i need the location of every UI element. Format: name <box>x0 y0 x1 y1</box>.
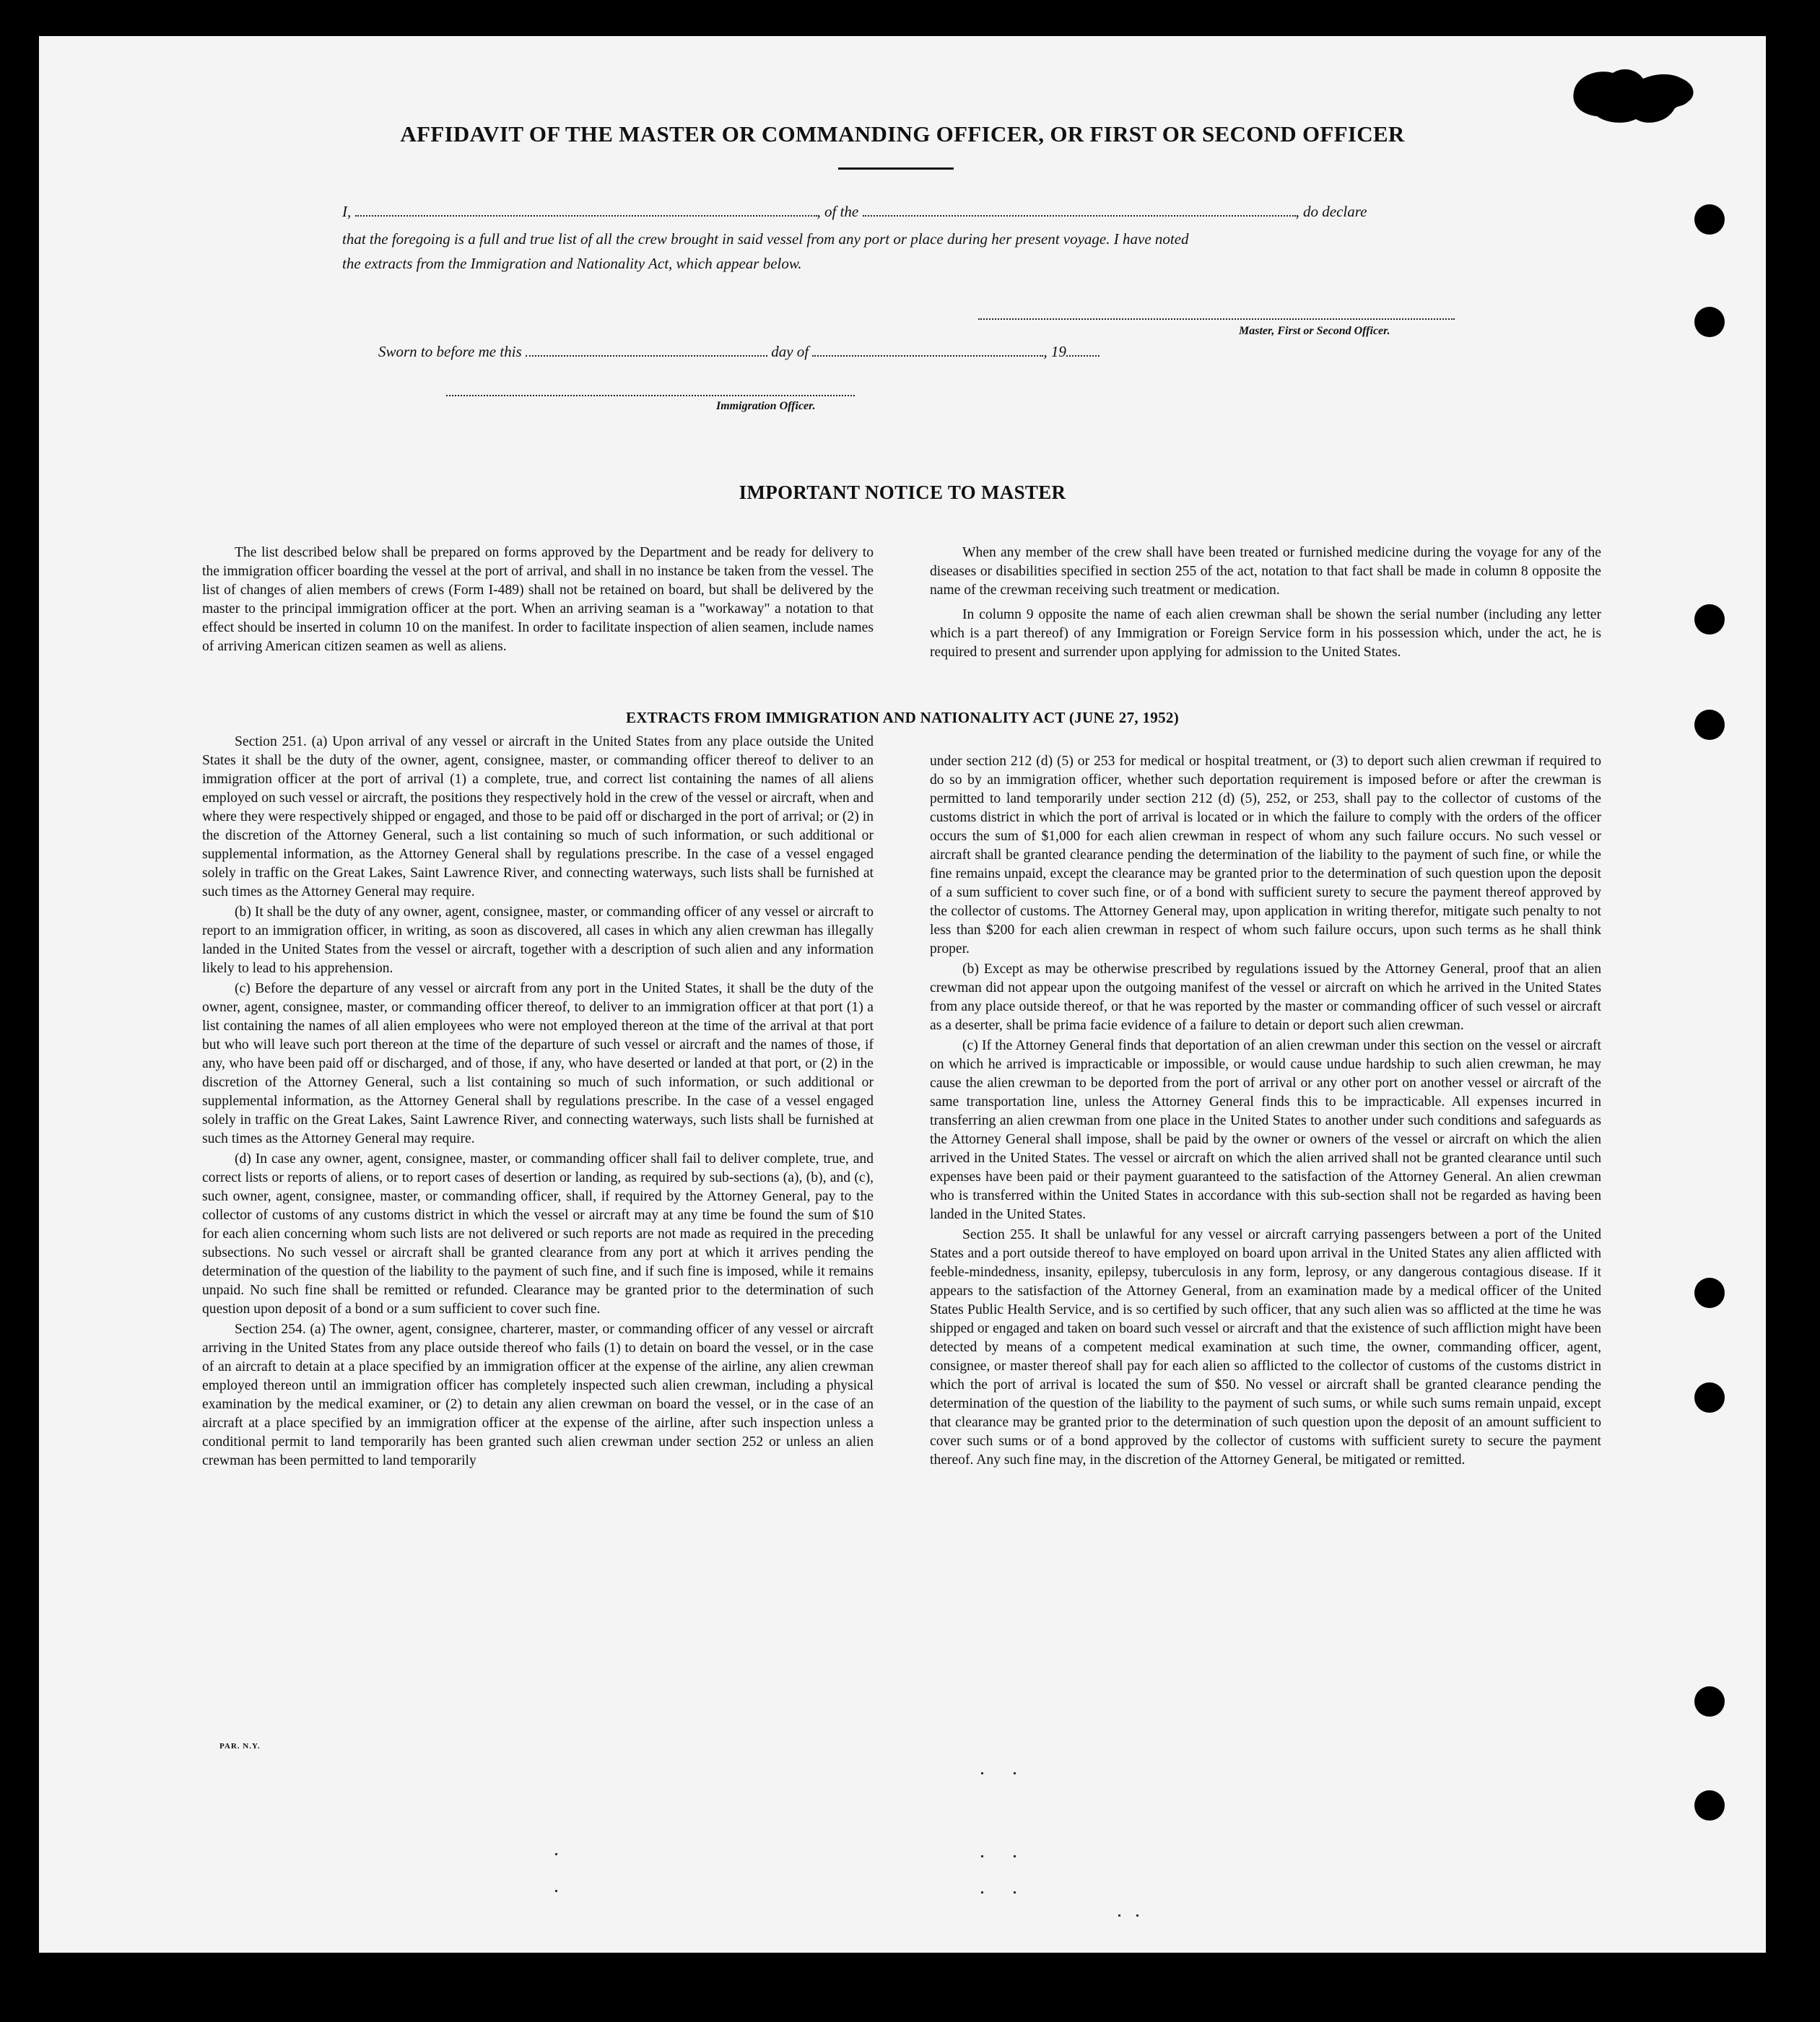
printer-mark: PAR. N.Y. <box>219 1742 261 1751</box>
master-signature-caption: Master, First or Second Officer. <box>1239 325 1390 337</box>
extract-paragraph: (b) Except as may be otherwise prescribed by regulations issued by the Attorney General, proof that an alien crewman did not appear upon the outgoing manifest of the vessel or aircraft on which he arrived in the United States from any place outside thereof, or that he was reported by the master or commanding officer of such vessel or aircraft as a deserter, shall be prima facie evidence of a failure to detain or deport such alien crewman. <box>930 962 1601 1033</box>
punch-hole <box>1694 1382 1725 1413</box>
scan-speck <box>1014 1855 1016 1857</box>
extracts-title: EXTRACTS FROM IMMIGRATION AND NATIONALITY ACT (JUNE 27, 1952) <box>626 709 1179 726</box>
notice-left-column <box>202 544 874 658</box>
sworn-month-field[interactable] <box>812 342 1043 357</box>
scan-speck <box>981 1855 983 1857</box>
declarant-prefix: I, <box>342 203 352 220</box>
declaration-line-1 <box>342 199 1500 225</box>
scan-speck <box>1136 1914 1138 1917</box>
declarant-name-field[interactable] <box>355 202 817 217</box>
master-signature-line[interactable] <box>978 318 1455 320</box>
sworn-day-field[interactable] <box>526 342 767 357</box>
sworn-year-field[interactable] <box>1066 342 1100 357</box>
extract-paragraph: Section 255. It shall be unlawful for any vessel or aircraft carrying passengers between a port of the United States and a port outside thereof to have employed on board upon arrival in the United States any alien afflicted with feeble-mindedness, insanity, epilepsy, tuberculosis in any form, leprosy, or any dangerous contagious disease. If it appears to the satisfaction of the Attorney General, from an examination made by a medical officer of the United States Public Health Service, and is so certified by such officer, that any such alien was so afflicted at the time he was shipped or engaged and taken on board such vessel or aircraft and that the existence of such affliction might have been detected by means of a competent medical examination at such time, the owner, commanding officer, agent, consignee, or master thereof shall pay for each alien so afflicted to the collector of customs of the customs district in which the port of arrival is located the sum of $50. No vessel or aircraft shall be granted clearance pending the determination of the question of the liability to the payment of such sums, or while such sums remain unpaid, except that clearance may be granted prior to the determination of such question upon the deposit of an amount sufficient to cover such sums or of a bond approved by the collector of customs with sufficient surety to secure the payment thereof. Any such fine may, in the discretion of the Attorney General, be mitigated or remitted. <box>930 1227 1602 1468</box>
scan-speck <box>981 1772 983 1774</box>
notice-paragraph: The list described below shall be prepared on forms approved by the Department and be ready for delivery to the immigration officer boarding the vessel at the port of arrival, and shall in no instance be taken from the vessel. The list of changes of alien members of crews (Form I-489) shall not be retained on board, but shall be delivered by the master to the principal immigration officer at the port. When an arriving seaman is a "workaway" a notation to that effect should be inserted in column 10 on the manifest. In order to facilitate inspection of alien seamen, include names of arriving American citizen seamen as well as aliens. <box>202 545 874 654</box>
scan-speck <box>981 1891 983 1894</box>
extract-paragraph: (c) If the Attorney General finds that deportation of an alien crewman under this section on the vessel or aircraft on which he arrived is impracticable or impossible, or would cause undue hardship to such alien crewman, he may cause the alien crewman to be deported from the port of arrival or any other port on another vessel or aircraft of the same transportation line, unless the Attorney General finds this to be impracticable. All expenses incurred in transferring an alien crewman from one place in the United States to another under such conditions and safeguards as the Attorney General shall impose, shall be paid by the owner or owners of the vessel or aircraft on which the alien arrived in the United States. The vessel or aircraft on which the alien arrived shall not be granted clearance until such expenses have been paid or their payment guaranteed to the satisfaction of the Attorney General. An alien crewman who is transferred within the United States in accordance with this sub-section shall not be regarded as having been landed in the United States. <box>930 1038 1601 1222</box>
scan-speck <box>555 1890 557 1892</box>
punch-hole <box>1694 1278 1725 1308</box>
punch-hole <box>1694 1686 1725 1717</box>
notice-right-column <box>930 544 1601 663</box>
extract-paragraph: (d) In case any owner, agent, consignee, master, or commanding officer shall fail to deliver complete, true, and correct lists or reports of aliens, or to report cases of desertion or landing, as required by sub-sections (a), (b), and (c), such owner, agent, consignee, master, or commanding officer, shall, if required by the Attorney General, pay to the collector of customs of any customs district in which the vessel or aircraft may at any time be found the sum of $10 for each alien concerning whom such lists are not delivered or such reports are not made as required in the preceding subsections. No such vessel or aircraft shall be granted clearance from any port at which it arrives pending the determination of the question of the liability to the payment of such fine, and if such fine is imposed, while it remains unpaid. No such fine shall be remitted or refunded. Clearance may be granted prior to the determination of such question upon deposit of a bond or a sum sufficient to cover such fine. <box>202 1151 874 1317</box>
title-underline <box>838 167 954 170</box>
notice-title: IMPORTANT NOTICE TO MASTER <box>739 481 1066 503</box>
declaration-line-2: that the foregoing is a full and true list of all the crew brought in said vessel from any port or place during her present voyage. I have noted <box>342 230 1189 248</box>
year-prefix: , 19 <box>1043 343 1066 360</box>
scan-speck <box>1014 1891 1016 1894</box>
extract-paragraph: under section 212 (d) (5) or 253 for medical or hospital treatment, or (3) to deport such alien crewman if required to do so by an immigration officer, whether such deportation requirement is imposed before or after the crewman is permitted to land temporarily under section 212 (d) (5), 252, or 253, shall pay to the collector of customs of the customs district in which the port of arrival is located or in which the failure to comply with the orders of the officer occurs the sum of $1,000 for each alien crewman in respect of whom any such failure occurs. No such vessel or aircraft shall be granted clearance pending the determination of the liability to the payment of such fine, or while the fine remains unpaid, except the clearance may be granted prior to the determination of such question upon the deposit of a sum sufficient to cover such fine, or of a bond with sufficient surety to secure the payment thereof approved by the collector of customs. The Attorney General may, upon application in writing therefor, mitigate such penalty to not less than $200 for each alien crewman in respect of whom such failure occurs, upon such terms as he shall think proper. <box>930 754 1601 956</box>
punch-hole <box>1694 1790 1725 1821</box>
extract-paragraph: Section 251. (a) Upon arrival of any vessel or aircraft in the United States from any place outside the United States it shall be the duty of the owner, agent, consignee, master, or commanding officer thereof to deliver to an immigration officer at the port of arrival (1) a complete, true, and correct list containing the names of all aliens employed on such vessel or aircraft, the positions they respectively hold in the crew of the vessel or aircraft, when and where they were respectively shipped or engaged, and those to be paid off or discharged in the port of arrival; or (2) in the discretion of the Attorney General, such a list containing so much of such information, or such additional or supplemental information, as the Attorney General shall by regulations prescribe. In the case of a vessel engaged solely in traffic on the Great Lakes, Saint Lawrence River, and connecting waterways, such lists shall be furnished at such times as the Attorney General may require. <box>202 734 874 899</box>
affidavit-form-page <box>39 36 1766 1953</box>
day-of-label: day of <box>771 343 809 360</box>
affidavit-title: AFFIDAVIT OF THE MASTER OR COMMANDING OFFICER, OR FIRST OR SECOND OFFICER <box>400 121 1405 147</box>
punch-hole <box>1694 307 1725 337</box>
ink-blot-mark <box>1568 63 1698 128</box>
immigration-officer-signature-line[interactable] <box>446 395 855 396</box>
notice-paragraph: When any member of the crew shall have been treated or furnished medicine during the voyage for any of the diseases or disabilities specified in section 255 of the act, notation to that fact shall be made in column 8 opposite the name of the crewman receiving such treatment or medication. <box>930 545 1601 598</box>
extract-paragraph: Section 254. (a) The owner, agent, consignee, charterer, master, or commanding officer of any vessel or aircraft arriving in the United States from any place outside thereof who fails (1) to detain on board the vessel, or in the case of an aircraft to detain at a place specified by an immigration officer at the expense of the airline, any alien crewman employed thereon until an immigration officer has completely inspected such alien crewman, including a physical examination by the medical examiner, or (2) to detain any alien crewman on board the vessel, or in the case of an aircraft at a place specified by an immigration officer at the expense of the airline, after such inspection unless a conditional permit to land temporarily has been granted such alien crewman under section 252 or unless an alien crewman has been permitted to land temporarily <box>202 1322 874 1468</box>
sworn-line <box>378 339 1536 365</box>
scan-speck <box>1118 1914 1120 1917</box>
punch-hole <box>1694 604 1725 635</box>
extracts-right-column <box>930 752 1601 1471</box>
notice-paragraph: In column 9 opposite the name of each alien crewman shall be shown the serial number (including any letter which is a part thereof) of any Immigration or Foreign Service form in his possession which, under the act, he is required to present and surrender upon applying for admission to the United States. <box>930 607 1601 660</box>
extract-paragraph: (b) It shall be the duty of any owner, agent, consignee, master, or commanding officer of any vessel or aircraft to report to an immigration officer, in writing, as soon as discovered, all cases in which any alien crewman has illegally landed in the United States from the vessel or aircraft, together with a description of such alien and any information likely to lead to his apprehension. <box>202 905 874 976</box>
vessel-name-field[interactable] <box>863 202 1296 217</box>
scan-speck <box>1014 1772 1016 1774</box>
extracts-left-column <box>202 733 874 1472</box>
of-the-label: , of the <box>817 203 859 220</box>
extract-paragraph: (c) Before the departure of any vessel or aircraft from any port in the United States, it shall be the duty of the owner, agent, consignee, master, or commanding officer thereof, to deliver to an immigration officer at that port (1) a list containing the names of all alien employees who were not employed thereon at the time of the arrival at that port but who will leave such port thereon at the time of the departure of such vessel or aircraft and the names of those, if any, who have been paid off or discharged, and of those, if any, who have deserted or landed at that port, or (2) in the discretion of the Attorney General, such a list containing so much of such information, or such additional or supplemental information, as the Attorney General shall by regulations prescribe. In the case of a vessel engaged solely in traffic on the Great Lakes, Saint Lawrence River, and connecting waterways, such lists shall be furnished at such times as the Attorney General may require. <box>202 981 874 1146</box>
sworn-label: Sworn to before me this <box>378 343 522 360</box>
punch-hole <box>1694 204 1725 235</box>
do-declare-label: , do declare <box>1295 203 1367 220</box>
declaration-line-3: the extracts from the Immigration and Nationality Act, which appear below. <box>342 255 802 272</box>
scan-speck <box>555 1853 557 1855</box>
immigration-officer-caption: Immigration Officer. <box>716 400 816 412</box>
